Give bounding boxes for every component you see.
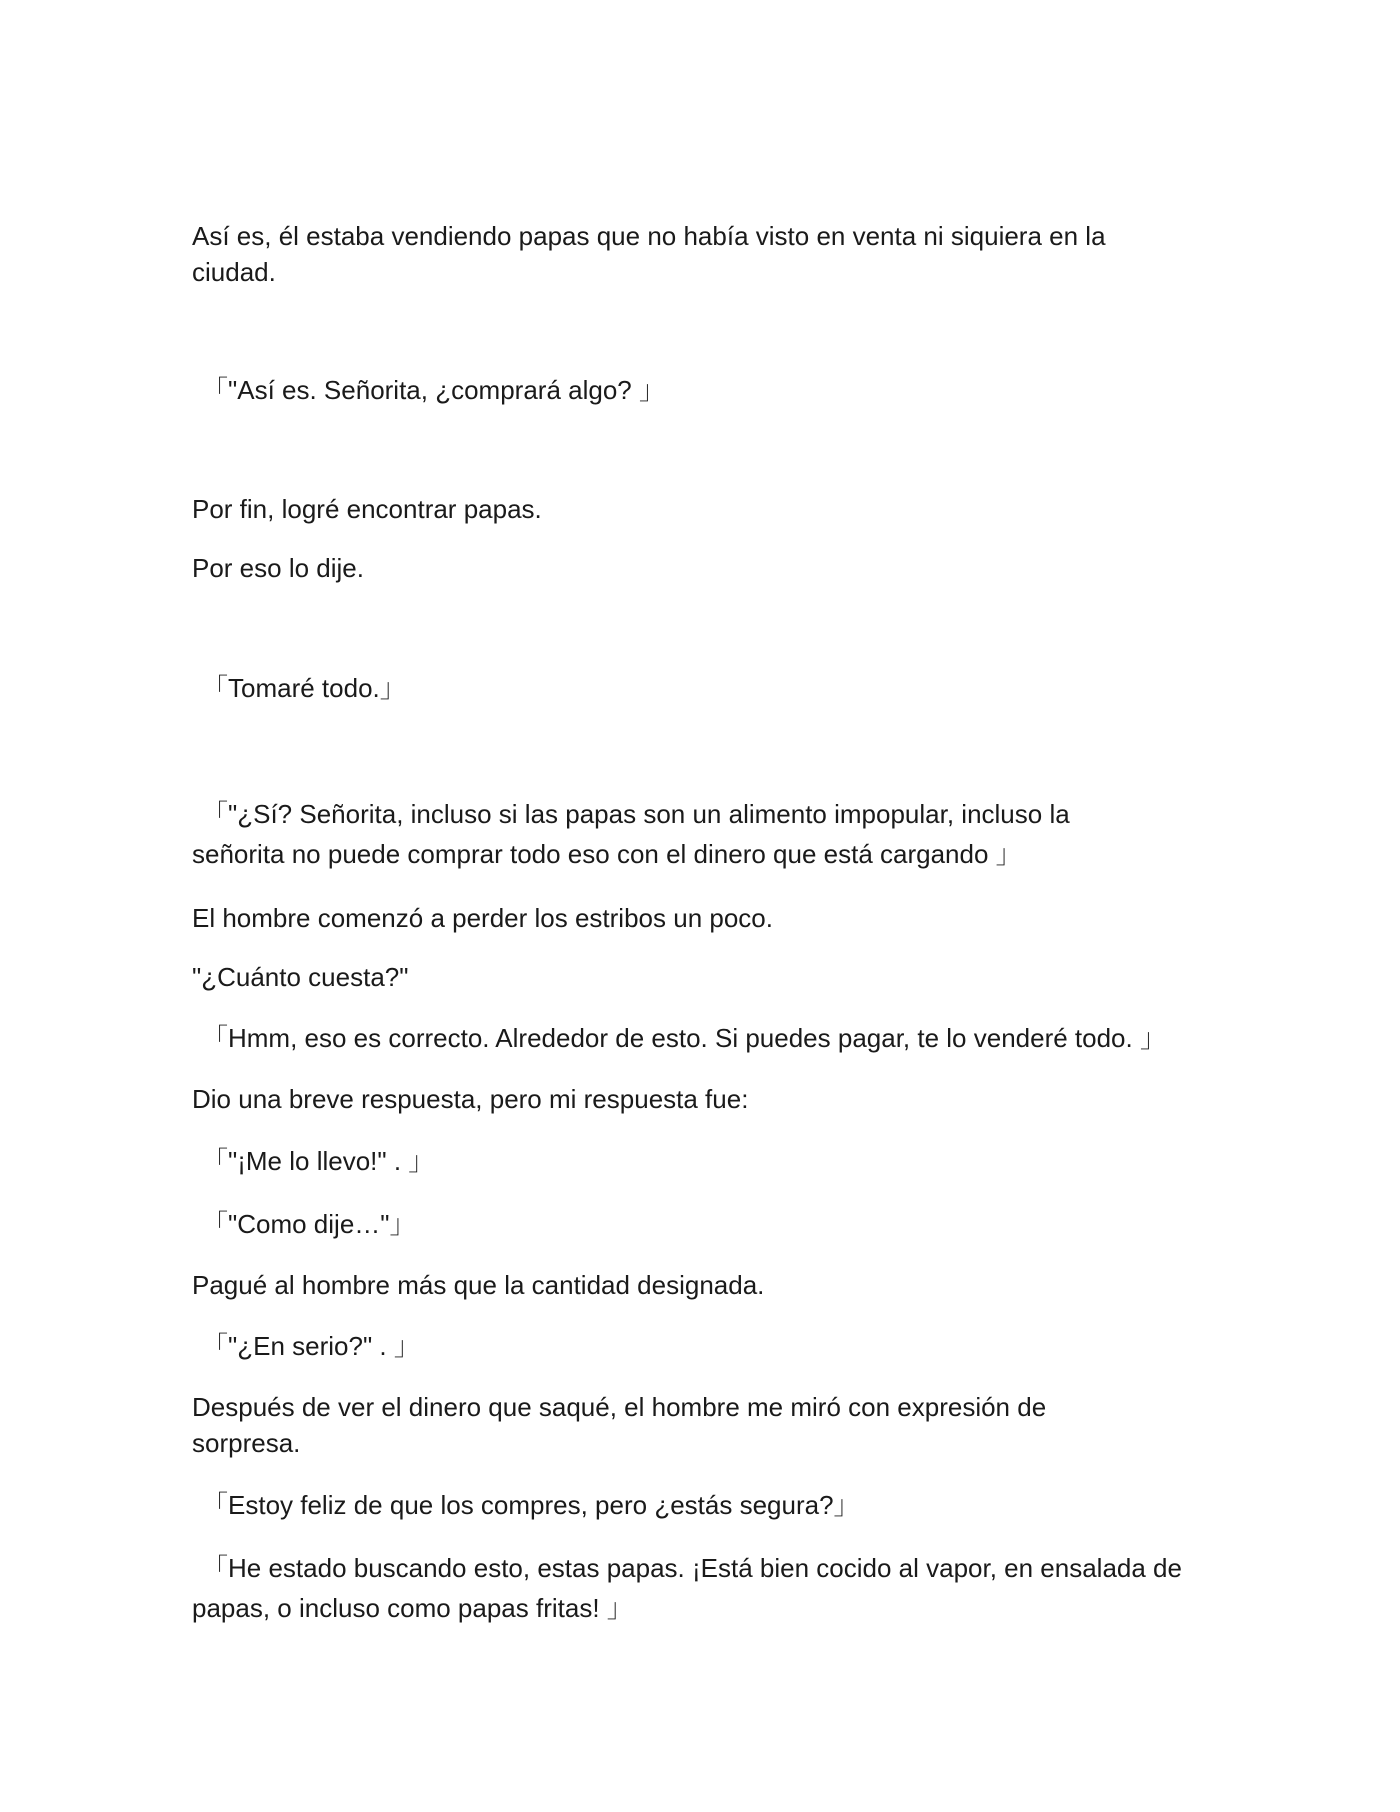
paragraph-3: Por fin, logré encontrar papas.	[192, 494, 542, 524]
paragraph-10: Dio una breve respuesta, pero mi respuesta fue:	[192, 1084, 749, 1114]
paragraph-9: 「Hmm, eso es correcto. Alrededor de esto. Si puedes pagar, te lo venderé todo. 」	[202, 1023, 1166, 1053]
paragraph-8: "¿Cuánto cuesta?"	[192, 962, 409, 992]
paragraph-13: Pagué al hombre más que la cantidad designada.	[192, 1270, 765, 1300]
paragraph-7: El hombre comenzó a perder los estribos un poco.	[192, 903, 773, 933]
paragraph-14: 「"¿En serio?" . 」	[202, 1331, 420, 1361]
paragraph-17: 「He estado buscando esto, estas papas. ¡Está bien cocido al vapor, en ensalada de papas, o incluso como papas fritas! 」	[192, 1553, 1182, 1623]
paragraph-11: 「"¡Me lo llevo!" . 」	[202, 1146, 435, 1176]
paragraph-12: 「"Como dije…"」	[202, 1209, 416, 1239]
paragraph-1: Así es, él estaba vendiendo papas que no había visto en venta ni siquiera en la ciudad.	[192, 221, 1106, 287]
paragraph-2: 「"Así es. Señorita, ¿comprará algo? 」	[202, 375, 665, 405]
paragraph-4: Por eso lo dije.	[192, 553, 364, 583]
paragraph-15: Después de ver el dinero que saqué, el hombre me miró con expresión de sorpresa.	[192, 1392, 1047, 1458]
paragraph-5: 「Tomaré todo.」	[202, 673, 406, 703]
paragraph-6: 「"¿Sí? Señorita, incluso si las papas son un alimento impopular, incluso la señorita no puede comprar todo eso con el dinero que está cargando 」	[192, 799, 1070, 869]
paragraph-16: 「Estoy feliz de que los compres, pero ¿estás segura?」	[202, 1490, 860, 1520]
